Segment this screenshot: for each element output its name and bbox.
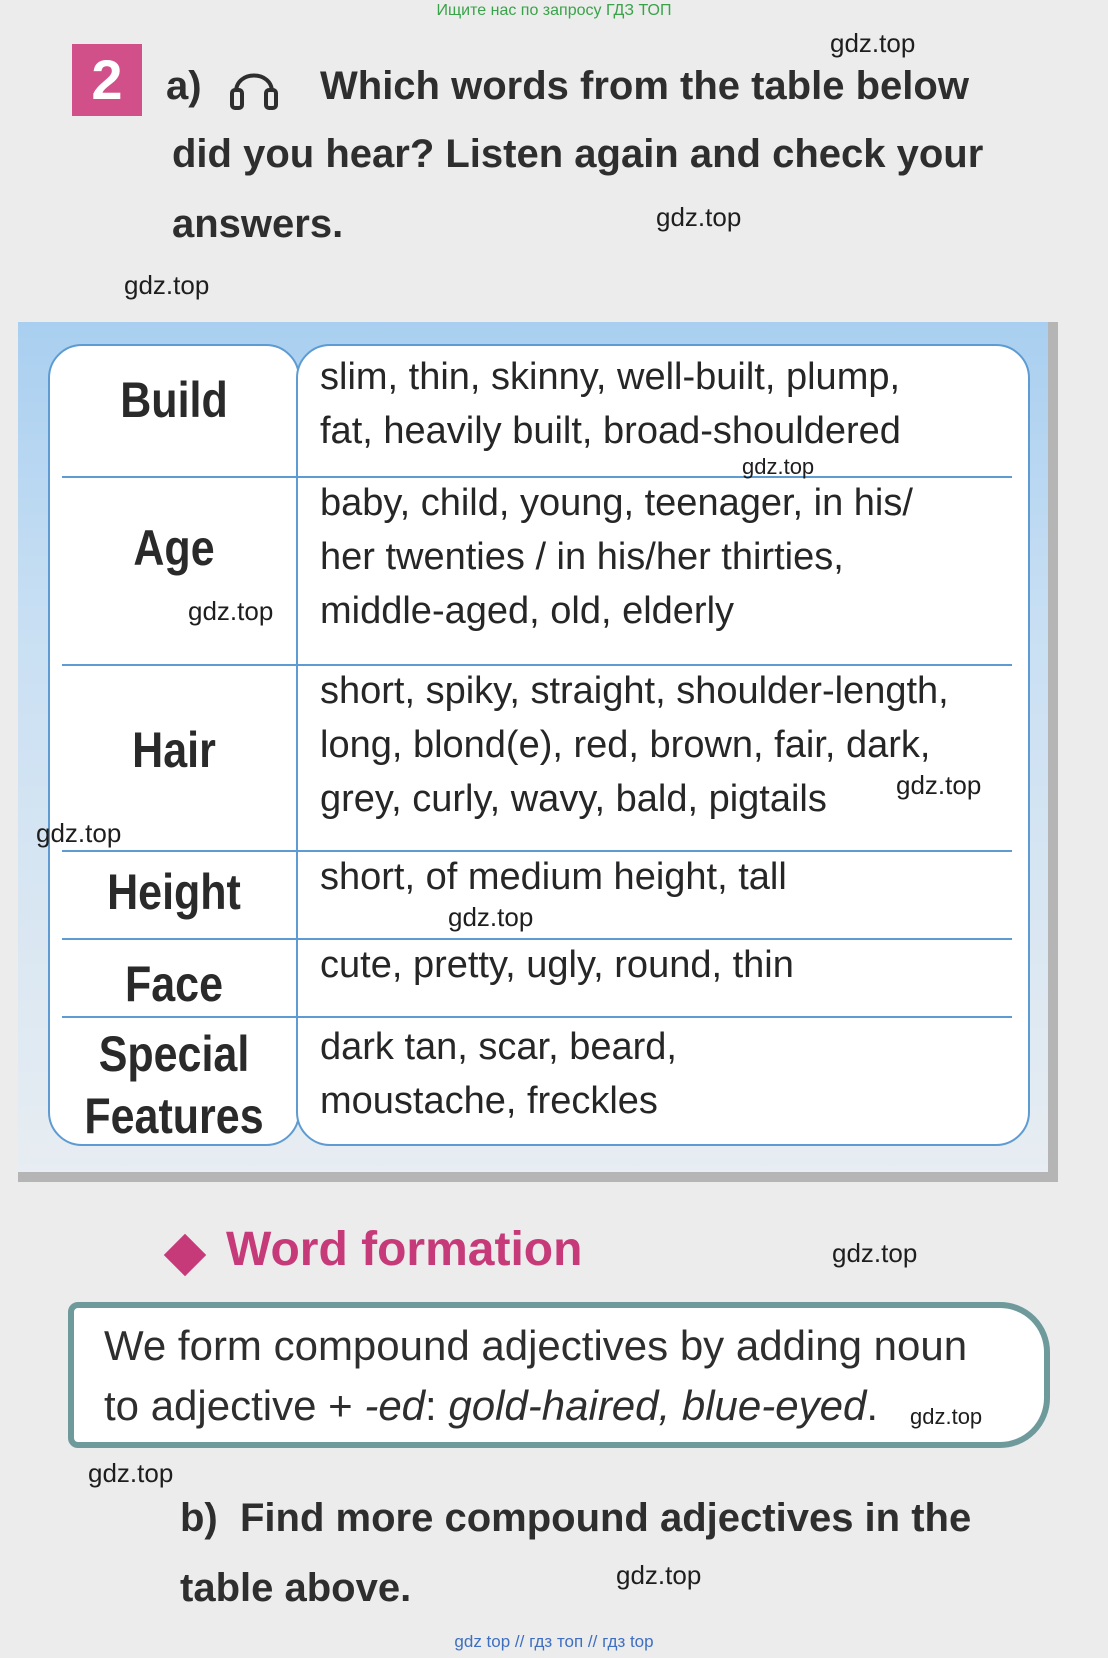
exercise-number: 2 — [72, 44, 142, 116]
age-words-line-1: baby, child, young, teenager, in his/ — [320, 482, 913, 524]
watermark: gdz.top — [448, 902, 534, 932]
watermark: gdz.top — [910, 1404, 983, 1429]
category-hair: Hair — [132, 722, 216, 778]
build-words-line-1: slim, thin, skinny, well-built, plump, — [320, 356, 901, 398]
row-divider — [62, 1016, 1012, 1018]
rule-suffix-ed: -ed — [364, 1382, 426, 1429]
rule-end: . — [866, 1382, 878, 1429]
category-special: Special — [98, 1026, 250, 1082]
rule-line-2-prefix: to adjective + — [104, 1382, 365, 1429]
hair-words-line-3: grey, curly, wavy, bald, pigtails — [320, 778, 827, 820]
watermark: gdz.top — [656, 202, 742, 232]
age-words-line-3: middle-aged, old, elderly — [320, 590, 735, 632]
part-a-label: a) — [166, 64, 202, 108]
watermark: gdz.top — [896, 770, 982, 800]
watermark: gdz.top — [832, 1238, 918, 1268]
watermark: gdz.top — [124, 270, 210, 300]
category-height: Height — [107, 864, 241, 920]
watermark: gdz.top — [616, 1560, 702, 1590]
rule-colon: : — [425, 1382, 449, 1429]
question-line-3: answers. — [172, 202, 344, 246]
question-line-1: Which words from the table below — [320, 64, 969, 108]
hair-words-line-1: short, spiky, straight, shoulder-length, — [320, 670, 949, 712]
height-words-line-1: short, of medium height, tall — [320, 856, 787, 898]
category-build: Build — [120, 372, 228, 428]
build-words-line-2: fat, heavily built, broad-shouldered — [320, 410, 901, 452]
diamond-bullet-icon — [164, 1234, 206, 1276]
watermark: gdz.top — [742, 454, 815, 479]
top-banner: Ищите нас по запросу ГДЗ ТОП — [436, 2, 672, 19]
part-b-line-1: Find more compound adjectives in the — [240, 1496, 972, 1540]
rule-line-1: We form compound adjectives by adding noun — [104, 1322, 968, 1369]
watermark: gdz.top — [36, 818, 122, 848]
watermark: gdz.top — [188, 596, 274, 626]
rule-line-2 — [104, 1378, 878, 1434]
face-words-line-1: cute, pretty, ugly, round, thin — [320, 944, 794, 986]
age-words-line-2: her twenties / in his/her thirties, — [320, 536, 844, 578]
watermark: gdz.top — [830, 28, 916, 58]
special-words-line-1: dark tan, scar, beard, — [320, 1026, 677, 1068]
footer-watermark: gdz top // гдз топ // гдз top — [454, 1632, 654, 1651]
hair-words-line-2: long, blond(e), red, brown, fair, dark, — [320, 724, 931, 766]
category-age: Age — [133, 520, 215, 576]
question-line-2: did you hear? Listen again and check your — [172, 132, 984, 176]
watermark: gdz.top — [88, 1458, 174, 1488]
part-b-line-2: table above. — [180, 1566, 412, 1610]
part-b-label: b) — [180, 1496, 218, 1540]
category-features: Features — [84, 1088, 264, 1144]
special-words-line-2: moustache, freckles — [320, 1080, 658, 1122]
word-formation-title: Word formation — [226, 1223, 583, 1276]
rule-examples: gold-haired, blue-eyed — [448, 1382, 867, 1429]
headphones-icon — [228, 58, 280, 114]
category-face: Face — [124, 956, 224, 1012]
